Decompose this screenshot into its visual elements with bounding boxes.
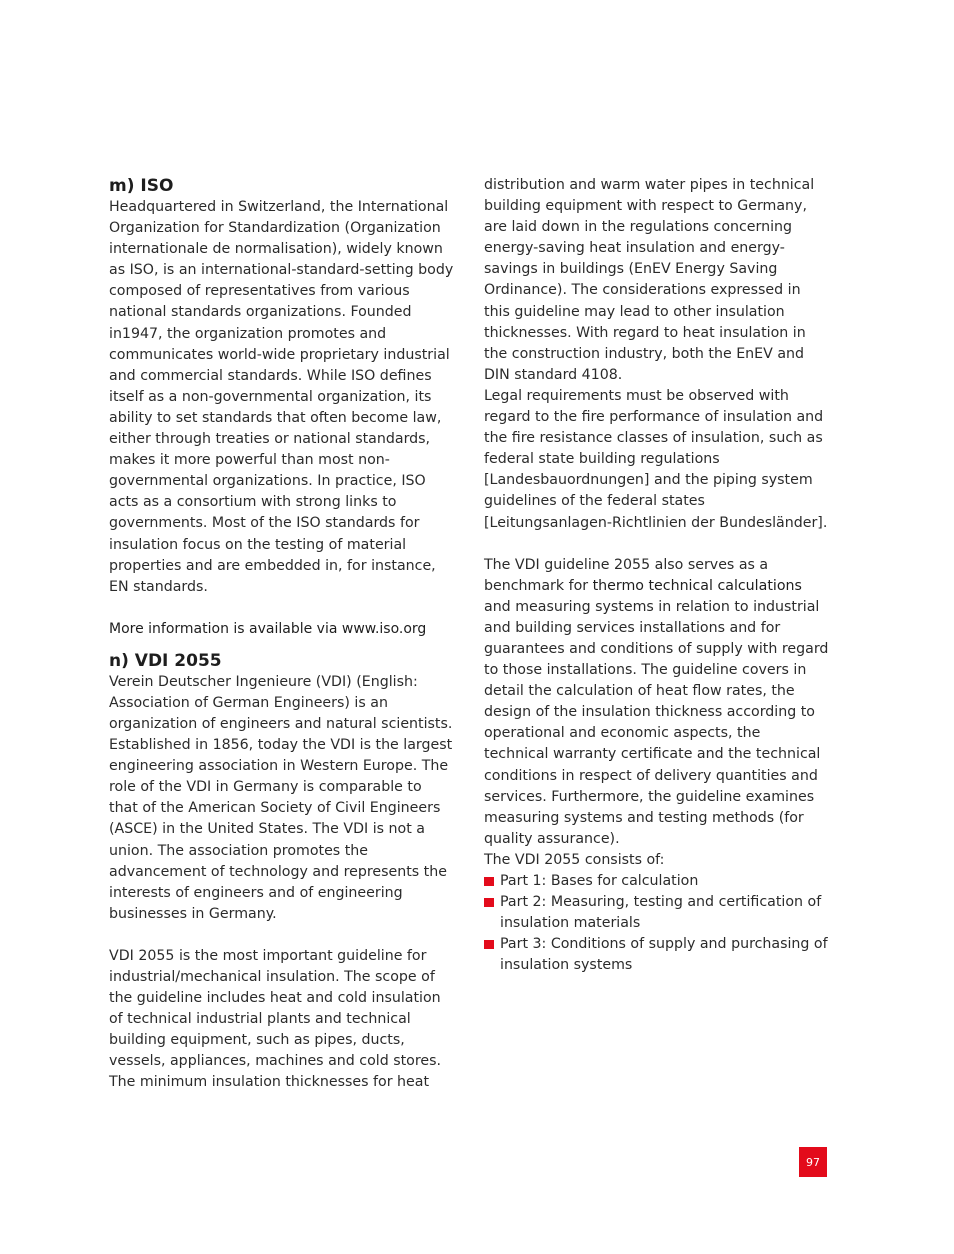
para3-text-end: and measuring systems in relation to industrial and building services installations and for guarantees and conditions of supply with regard to those installations. The guideline covers in detail the calculation of heat flow rates, the design of the insulation thickness according to operational and economic aspects, the technical warranty certificate and the technical conditions in respect of delivery quantities and services. Furthermore, the guideline examines measuring systems and testing methods (for quality assurance). xyxy=(484,598,829,847)
list-item xyxy=(484,892,829,934)
section-heading-iso: m) ISO xyxy=(109,176,174,196)
red-square-bullet-icon xyxy=(484,898,494,907)
list-item xyxy=(484,871,829,892)
spacer xyxy=(109,925,454,946)
list-item-text: Part 2: Measuring, testing and certification of insulation materials xyxy=(500,894,822,932)
more-info-text: More information is available via www.iso.org xyxy=(109,620,427,637)
right-paragraph-3 xyxy=(484,555,829,850)
spacer xyxy=(109,598,454,619)
thermo-calculations-emphasis: thermo technical calculations xyxy=(592,577,802,594)
left-column xyxy=(109,175,454,1094)
spacer xyxy=(484,534,829,555)
right-paragraph-1: distribution and warm water pipes in technical building equipment with respect to Germany, are laid down in the regulations concerning energy-saving heat insulation and energy-savings in buildings (EnEV Energy Saving Ordinance). The considerations expressed in this guideline may lead to other insulation thicknesses. With regard to heat insulation in the construction industry, both the EnEV and DIN standard 4108. xyxy=(484,177,815,383)
para3-text-start: The VDI guideline 2055 also serves as a benchmark for xyxy=(484,556,769,594)
list-item-text: Part 3: Conditions of supply and purchasing of insulation systems xyxy=(500,936,828,974)
spacer xyxy=(109,640,454,650)
parts-list xyxy=(484,871,829,976)
page-number-badge: 97 xyxy=(799,1147,827,1177)
red-square-bullet-icon xyxy=(484,940,494,949)
list-item-text: Part 1: Bases for calculation xyxy=(500,873,699,889)
right-paragraph-2: Legal requirements must be observed with regard to the fire performance of insulation and the fire resistance classes of insulation, such as federal state building regulations [Landesbauordnungen] and the piping system guidelines of the federal states [Leitungsanlagen-Richtlinien der Bundesländer]. xyxy=(484,387,828,531)
red-square-bullet-icon xyxy=(484,877,494,886)
section-heading-vdi: n) VDI 2055 xyxy=(109,650,222,671)
iso-paragraph: Headquartered in Switzerland, the International Organization for Standardization (Organization internationale de normalisation), widely known as ISO, is an international-standard-setting body composed of representatives from various national standards organizations. Founded in1947, the organization promotes and communicates world-wide proprietary industrial and commercial standards. While ISO defines itself as a non-governmental organization, its ability to set standards that often become law, either through treaties or national standards, makes it more powerful than most non-governmental organizations. In practice, ISO acts as a consortium with strong links to governments. Most of the ISO standards for insulation focus on the testing of material properties and are embedded in, for instance, EN standards. xyxy=(109,199,454,595)
right-column xyxy=(484,175,829,976)
vdi-paragraph-2: VDI 2055 is the most important guideline for industrial/mechanical insulation. The scope of the guideline includes heat and cold insulation of technical industrial plants and technical building equipment, such as pipes, ducts, vessels, appliances, machines and cold stores. The minimum insulation thicknesses for heat xyxy=(109,947,441,1091)
vdi-paragraph-1: Verein Deutscher Ingenieure (VDI) (English: Association of German Engineers) is an organization of engineers and natural scientists. Established in 1856, today the VDI is the largest engineering association in Western Europe. The role of the VDI in Germany is comparable to that of the American Society of Civil Engineers (ASCE) in the United States. The VDI is not a union. The association promotes the advancement of technology and represents the interests of engineers and of engineering businesses in Germany. xyxy=(109,673,453,922)
consists-of-text: The VDI 2055 consists of: xyxy=(484,851,665,868)
list-item xyxy=(484,934,829,976)
